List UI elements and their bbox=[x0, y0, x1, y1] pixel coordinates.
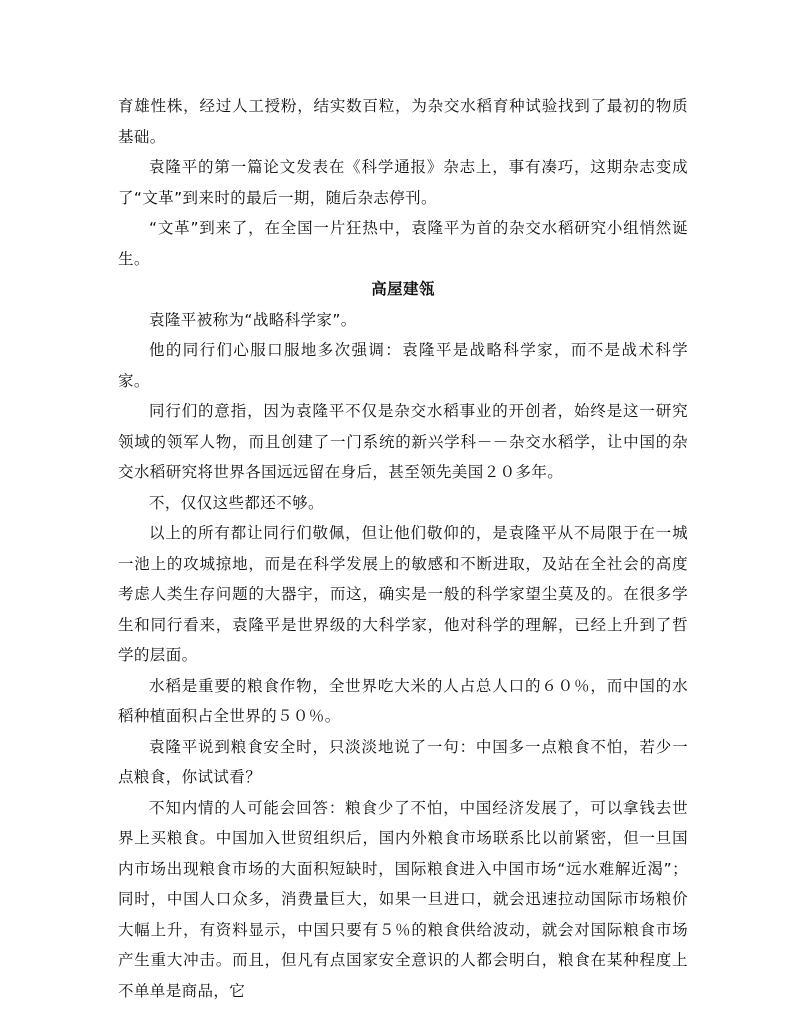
paragraph-colleagues-emphasize: 他的同行们心服口服地多次强调：袁隆平是战略科学家，而不是战术科学家。 bbox=[118, 341, 688, 390]
paragraph-first-paper: 袁隆平的第一篇论文发表在《科学通报》杂志上，事有凑巧，这期杂志变成了“文革”到来时的最后一期，随后杂志停刊。 bbox=[118, 158, 688, 207]
paragraph-market-analysis: 不知内情的人可能会回答：粮食少了不怕，中国经济发展了，可以拿钱去世界上买粮食。中国加入世贸组织后，国内外粮食市场联系比以前紧密，但一旦国内市场出现粮食市场的大面积短缺时，国际粮食进入中国市场“远水难解近渴”；同时，中国人口众多，消费量巨大，如果一旦进口，就会迅速拉动国际市场粮价大幅上升，有资料显示，中国只要有５％的粮食供给波动，就会对国际粮食市场产生重大冲击。而且，但凡有点国家安全意识的人都会明白，粮食在某种程度上不单单是商品，它 bbox=[118, 798, 688, 1000]
paragraph-colleagues-meaning: 同行们的意指，因为袁隆平不仅是杂交水稻事业的开创者，始终是这一研究领域的领军人物，而且创建了一门系统的新兴学科－－杂交水稻学，让中国的杂交水稻研究将世界各国远远留在身后，甚至领先美国２０多年。 bbox=[118, 402, 688, 481]
paragraph-research-group: “文革”到来了，在全国一片狂热中，袁隆平为首的杂交水稻研究小组悄然诞生。 bbox=[118, 219, 688, 268]
paragraph-strategic-scientist: 袁隆平被称为“战略科学家”。 bbox=[149, 310, 357, 329]
paragraph-continuation: 育雄性株，经过人工授粉，结实数百粒，为杂交水稻育种试验找到了最初的物质基础。 bbox=[118, 97, 688, 146]
document-body bbox=[118, 91, 688, 1006]
paragraph-food-security-quote: 袁隆平说到粮食安全时，只淡淡地说了一句：中国多一点粮食不怕，若少一点粮食，你试试看？ bbox=[118, 737, 688, 786]
paragraph-not-enough: 不，仅仅这些都还不够。 bbox=[149, 493, 324, 512]
section-title: 高屋建瓴 bbox=[371, 280, 435, 298]
paragraph-rice-statistics: 水稻是重要的粮食作物，全世界吃大米的人占总人口的６０％，而中国的水稻种植面积占全世界的５０％。 bbox=[118, 676, 688, 725]
paragraph-respect: 以上的所有都让同行们敬佩，但让他们敬仰的，是袁隆平从不局限于在一城一池上的攻城掠地，而是在科学发展上的敏感和不断进取，及站在全社会的高度考虑人类生存问题的大器宇，而这，确实是一般的科学家望尘莫及的。在很多学生和同行看来，袁隆平是世界级的大科学家，他对科学的理解，已经上升到了哲学的层面。 bbox=[118, 524, 688, 664]
